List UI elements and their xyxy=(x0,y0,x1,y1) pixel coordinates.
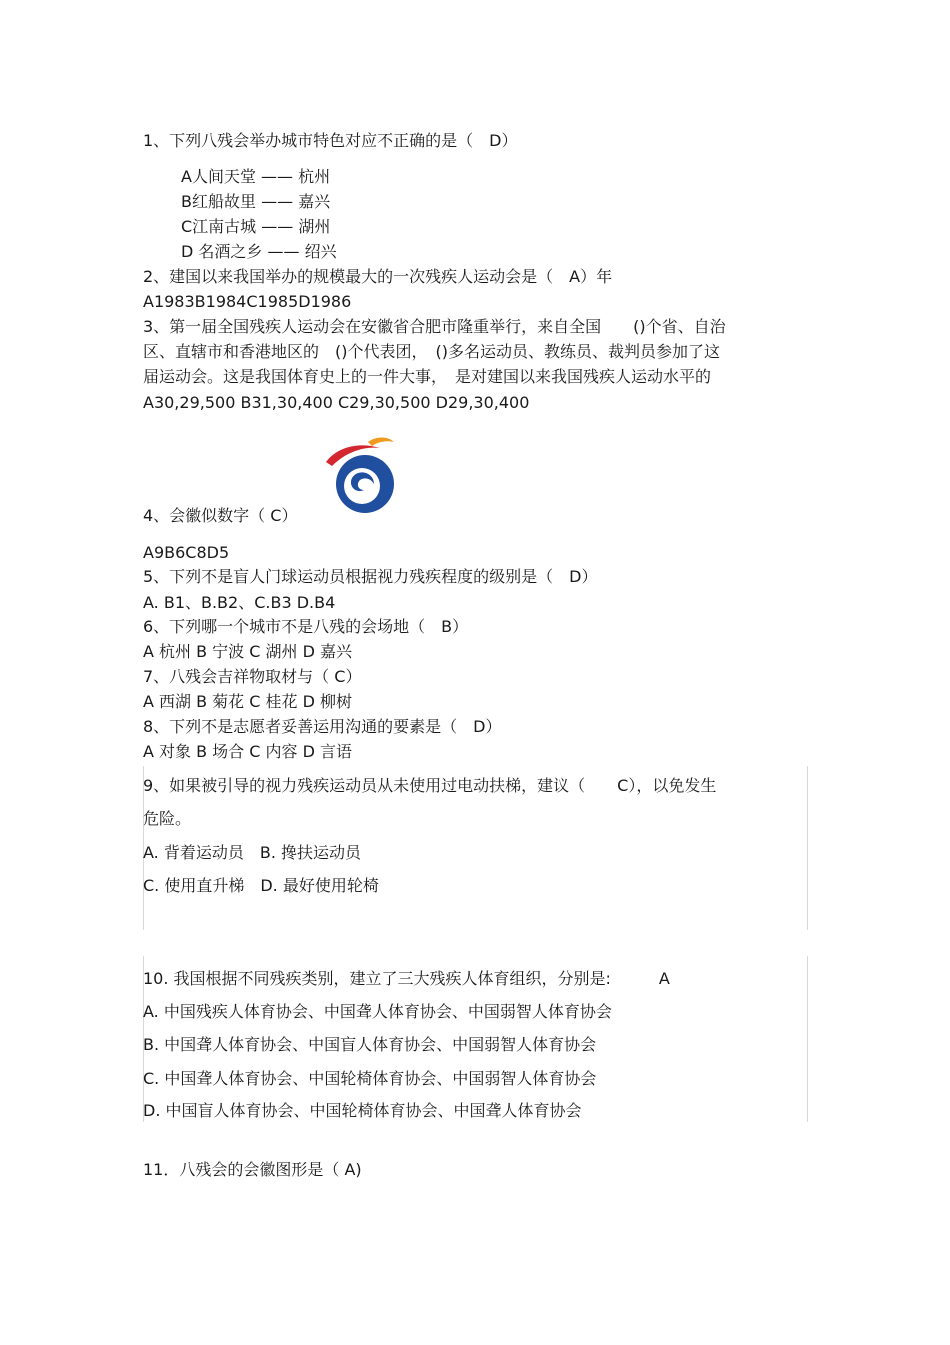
emblem-logo-icon xyxy=(322,434,404,516)
q10-option-d: D. 中国盲人体育协会、中国轮椅体育协会、中国聋人体育协会 xyxy=(143,1101,582,1120)
q8-options: A 对象 B 场合 C 内容 D 言语 xyxy=(143,742,353,761)
q5-title: 5、下列不是盲人门球运动员根据视力残疾程度的级别是（ D） xyxy=(143,567,598,586)
q1-option-b: B红船故里 —— 嘉兴 xyxy=(181,192,331,211)
q8-title: 8、下列不是志愿者妥善运用沟通的要素是（ D） xyxy=(143,717,502,736)
q3-line-2: 区、直辖市和香港地区的 ()个代表团， ()多名运动员、教练员、裁判员参加了这 xyxy=(143,342,720,361)
q2-options: A1983B1984C1985D1986 xyxy=(143,292,352,311)
q11-title: 11．八残会的会徽图形是（ A) xyxy=(143,1160,362,1179)
q1-option-d: D 名酒之乡 —— 绍兴 xyxy=(181,242,337,261)
q1-option-a: A人间天堂 —— 杭州 xyxy=(181,167,331,186)
q9-line-1: 9、如果被引导的视力残疾运动员从未使用过电动扶梯，建议（ C），以免发生 xyxy=(143,776,717,795)
q2-title: 2、建国以来我国举办的规模最大的一次残疾人运动会是（ A）年 xyxy=(143,267,613,286)
q7-title: 7、八残会吉祥物取材与（ C） xyxy=(143,667,362,686)
q9-line-2: 危险。 xyxy=(143,809,192,828)
q9-options-cd: C. 使用直升梯 D. 最好使用轮椅 xyxy=(143,876,379,895)
q4-options: A9B6C8D5 xyxy=(143,543,230,562)
q7-options: A 西湖 B 菊花 C 桂花 D 柳树 xyxy=(143,692,353,711)
q5-options: A. B1、B.B2、C.B3 D.B4 xyxy=(143,593,336,612)
q10-title: 10. 我国根据不同残疾类别，建立了三大残疾人体育组织，分别是: A xyxy=(143,969,670,988)
q10-option-a: A. 中国残疾人体育协会、中国聋人体育协会、中国弱智人体育协会 xyxy=(143,1002,612,1021)
q9-options-ab: A. 背着运动员 B. 搀扶运动员 xyxy=(143,843,361,862)
q10-option-b: B. 中国聋人体育协会、中国盲人体育协会、中国弱智人体育协会 xyxy=(143,1035,597,1054)
q3-line-1: 3、第一届全国残疾人运动会在安徽省合肥市隆重举行，来自全国 ()个省、自治 xyxy=(143,317,726,336)
q10-option-c: C. 中国聋人体育协会、中国轮椅体育协会、中国弱智人体育协会 xyxy=(143,1069,597,1088)
q3-line-3: 届运动会。这是我国体育史上的一件大事， 是对建国以来我国残疾人运动水平的 xyxy=(143,367,712,386)
q6-options: A 杭州 B 宁波 C 湖州 D 嘉兴 xyxy=(143,642,353,661)
q4-title: 4、会徽似数字（ C） xyxy=(143,506,298,525)
q1-title: 1、下列八残会举办城市特色对应不正确的是（ D） xyxy=(143,131,518,150)
q1-option-c: C江南古城 —— 湖州 xyxy=(181,217,331,236)
q3-options: A30,29,500 B31,30,400 C29,30,500 D29,30,400 xyxy=(143,393,530,412)
q6-title: 6、下列哪一个城市不是八残的会场地（ B） xyxy=(143,617,469,636)
